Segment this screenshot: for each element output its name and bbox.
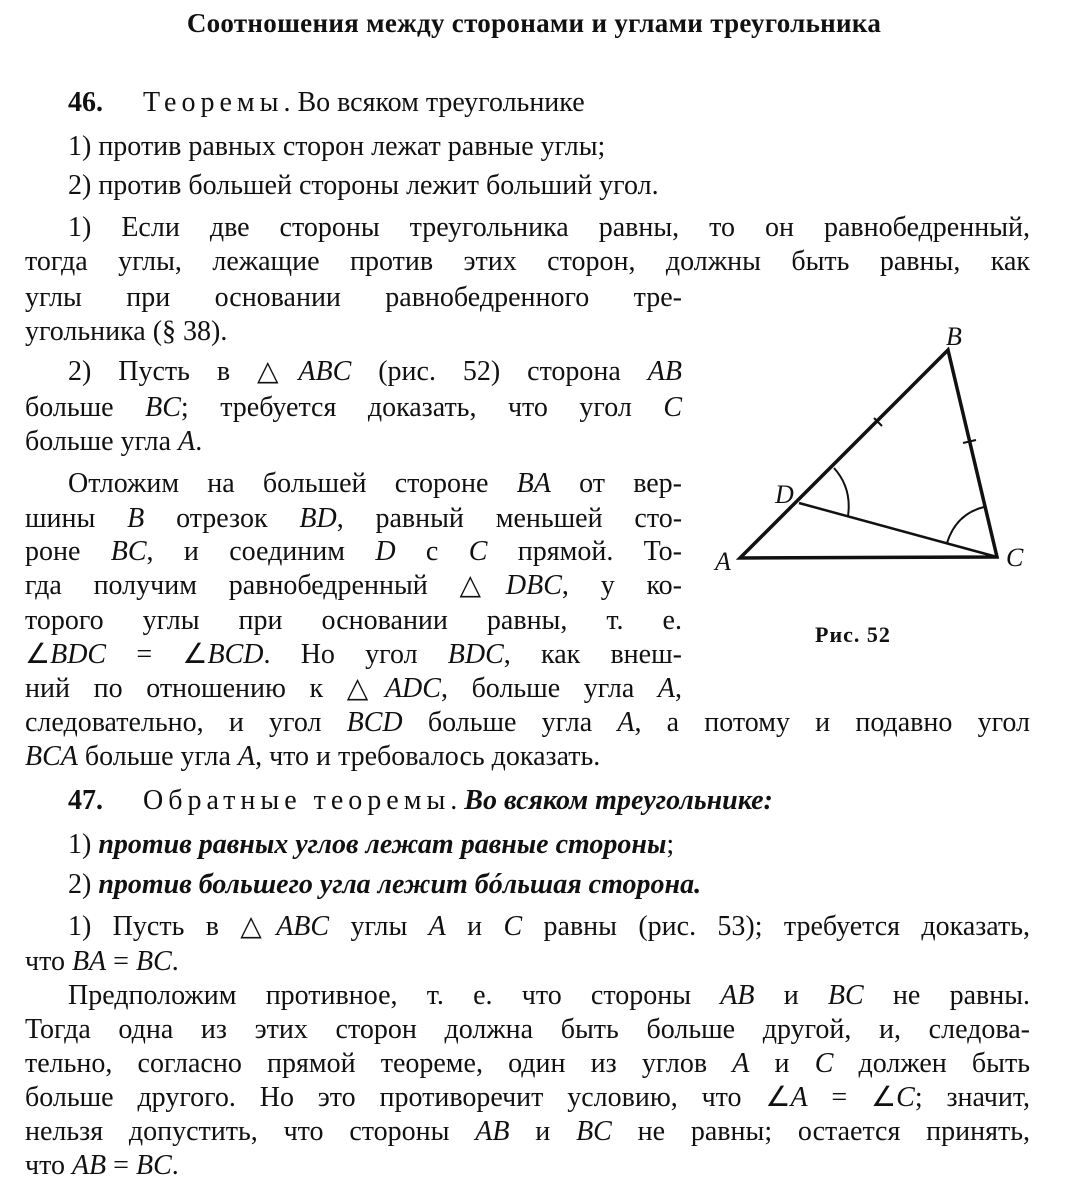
text-segment: с <box>395 536 469 567</box>
text-segment: BA <box>516 468 551 499</box>
text-segment: больше угла <box>402 707 618 738</box>
text-segment: больше <box>25 392 146 423</box>
text-segment: не равны; остается принять, <box>611 1116 1031 1147</box>
text-segment: 1) против равных сторон лежат равные углы; <box>68 131 606 162</box>
text-segment: A <box>237 741 256 772</box>
angle-arc-bcd <box>947 507 984 543</box>
text-segment: . Но угол <box>263 639 448 670</box>
section-number: 46. <box>68 87 103 118</box>
text-segment: против равных углов лежат равные стороны <box>98 829 667 860</box>
text-segment: не равны. <box>863 980 1031 1011</box>
text-segment: AB <box>71 1150 107 1181</box>
text-segment: BCD <box>346 707 403 738</box>
text-segment: что <box>25 946 72 977</box>
text-segment: . <box>171 1150 179 1181</box>
text-segment: и <box>749 1048 815 1079</box>
text-segment: углы при основании равнобедренного тре- <box>25 282 682 313</box>
text-segment: , что и требовалось доказать. <box>255 741 601 772</box>
section-heading: Обратные теоремы <box>143 785 451 816</box>
text-segment: C <box>896 1082 915 1113</box>
text-segment: . <box>195 426 203 457</box>
text-segment: Во всяком треугольнике: <box>464 785 773 816</box>
text-segment: , как внеш- <box>503 639 682 670</box>
text-segment: тогда углы, лежащие против этих сторон, должны быть равны, как <box>25 246 1030 277</box>
text-segment: , <box>675 673 682 704</box>
text-segment: ний по отношению к △ <box>25 673 385 704</box>
text-segment: отрезок <box>144 503 300 534</box>
text-segment: C <box>814 1048 834 1079</box>
text-segment: BD <box>299 503 337 534</box>
text-segment: 2) против большей стороны лежит больший угол. <box>68 170 659 201</box>
text-segment: (рис. 52) сторона <box>351 356 648 387</box>
text-segment: . <box>171 946 179 977</box>
text-segment: торого углы при основании равны, т. е. <box>25 605 682 636</box>
text-segment: 1) <box>68 829 99 860</box>
text-segment: угольника (§ 38). <box>25 316 228 347</box>
label-d: D <box>775 480 794 509</box>
text-segment: Отложим на большей стороне <box>68 468 517 499</box>
text-segment: тельно, согласно прямой теореме, один из углов <box>25 1048 733 1079</box>
text-segment: . <box>450 785 465 816</box>
text-segment: DBC <box>505 570 562 601</box>
triangle-abc <box>740 350 997 558</box>
text-segment: BC <box>110 536 147 567</box>
text-segment: от вер- <box>550 468 682 499</box>
text-segment: BDC <box>50 639 107 670</box>
text-segment: C <box>503 911 523 942</box>
text-segment: BC <box>145 392 181 423</box>
text-segment: больше угла <box>25 426 179 457</box>
text-segment: BCA <box>25 741 78 772</box>
text-segment: больше угла <box>77 741 238 772</box>
text-segment: углы <box>329 911 429 942</box>
text-segment: . Во всяком треугольнике <box>283 87 585 118</box>
text-segment: против большего угла лежит бóльшая сторона. <box>98 869 702 900</box>
text-segment: BC <box>827 980 864 1011</box>
text-segment: 1) Пусть в △ <box>68 911 277 942</box>
text-segment: ABC <box>276 911 330 942</box>
text-segment: AB <box>475 1116 510 1147</box>
text-segment: BC <box>135 946 172 977</box>
section-number: 47. <box>68 785 103 816</box>
text-segment: BDC <box>447 639 504 670</box>
text-segment: BC <box>576 1116 612 1147</box>
text-segment: , больше угла <box>440 673 658 704</box>
text-segment: = <box>106 1150 136 1181</box>
text-segment: нельзя допустить, что стороны <box>25 1116 476 1147</box>
text-segment: ABC <box>298 356 352 387</box>
text-segment: A <box>428 911 446 942</box>
text-segment: , а потому и подавно угол <box>634 707 1030 738</box>
section-title: Соотношения между сторонами и углами треугольника <box>186 8 882 38</box>
text-segment: прямой. То- <box>487 536 682 567</box>
label-c: C <box>1006 543 1024 572</box>
text-segment: BCD <box>207 639 264 670</box>
text-segment: A <box>617 707 635 738</box>
text-segment: A <box>178 426 196 457</box>
label-a: A <box>715 547 731 576</box>
text-segment: 1) Если две стороны треугольника равны, то он равнобедренный, <box>68 212 1030 243</box>
text-segment: C <box>663 392 683 423</box>
text-segment: A <box>657 673 675 704</box>
text-segment: C <box>468 536 488 567</box>
text-segment: и <box>509 1116 577 1147</box>
label-b: B <box>946 322 962 351</box>
text-segment: следовательно, и угол <box>25 707 347 738</box>
text-segment: , равный меньшей сто- <box>336 503 683 534</box>
text-segment: A <box>732 1048 750 1079</box>
text-segment: ; требуется доказать, что угол <box>180 392 664 423</box>
text-segment: ; <box>666 829 675 860</box>
text-segment: , у ко- <box>561 570 682 601</box>
text-segment: BC <box>135 1150 172 1181</box>
text-segment: ∠ <box>25 639 51 670</box>
text-segment: , и соединим <box>146 536 376 567</box>
text-segment: AB <box>720 980 755 1011</box>
text-segment: и <box>754 980 828 1011</box>
text-segment: что <box>25 1150 72 1181</box>
text-segment: D <box>375 536 396 567</box>
text-segment: A <box>790 1082 808 1113</box>
text-segment: ; значит, <box>914 1082 1030 1113</box>
text-segment: BA <box>71 946 107 977</box>
section-heading: Теоремы <box>143 87 284 118</box>
text-segment: = <box>106 946 136 977</box>
text-segment: ADC <box>384 673 441 704</box>
segment-dc <box>799 503 997 557</box>
text-segment: B <box>127 503 145 534</box>
text-segment: = ∠ <box>807 1082 897 1113</box>
text-segment: = ∠ <box>106 639 208 670</box>
text-segment: и <box>445 911 504 942</box>
figure-caption: Рис. 52 <box>815 622 891 647</box>
text-segment: больше другого. Но это противоречит условию, что ∠ <box>25 1082 791 1113</box>
text-segment: 2) Пусть в △ <box>68 356 299 387</box>
text-segment: AB <box>647 356 682 387</box>
text-segment: гда получим равнобедренный △ <box>25 570 506 601</box>
text-segment: роне <box>25 536 111 567</box>
text-segment: Тогда одна из этих сторон должна быть больше другой, и, следова- <box>25 1014 1030 1045</box>
text-segment: шины <box>25 503 128 534</box>
text-segment: Предположим противное, т. е. что стороны <box>68 980 721 1011</box>
text-segment: должен быть <box>833 1048 1030 1079</box>
angle-arc-bdc <box>834 468 849 516</box>
text-segment: 2) <box>68 869 99 900</box>
text-segment: равны (рис. 53); требуется доказать, <box>522 911 1031 942</box>
